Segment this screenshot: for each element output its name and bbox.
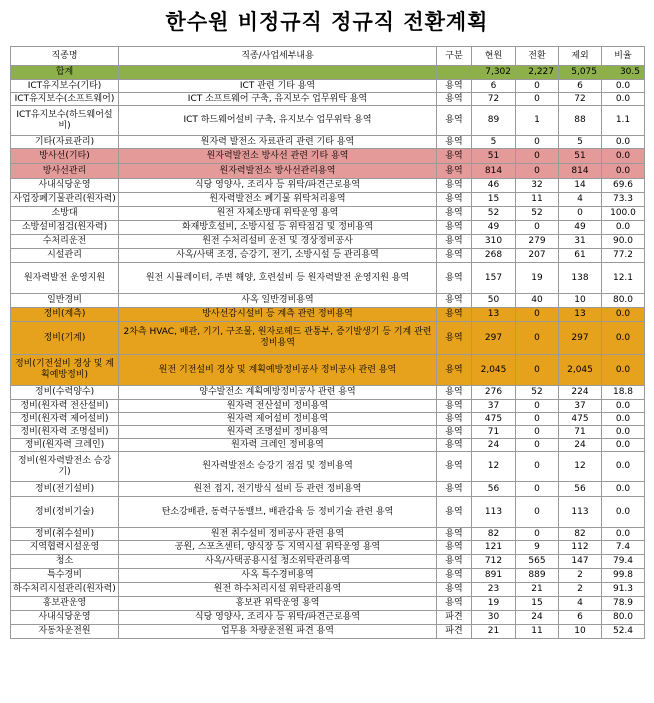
contract-type: 용역: [437, 164, 472, 179]
conversion-ratio: 1.1: [602, 106, 645, 136]
conversion-ratio: 73.3: [602, 193, 645, 207]
header-type: 구분: [437, 47, 472, 66]
job-detail: 원자력 제어설비 정비용역: [119, 413, 437, 426]
job-name: 시설관리: [11, 249, 119, 263]
table-row: [11, 164, 645, 179]
convert-count: 52: [516, 207, 559, 221]
contract-type: 용역: [437, 528, 472, 541]
job-detail: 원전 자체소방대 위탁운영 용역: [119, 207, 437, 221]
conversion-ratio: 91.3: [602, 583, 645, 597]
job-detail: ICT 관련 기타 용역: [119, 80, 437, 93]
job-detail: 식당 영양사, 조리사 등 위탁/파견근로용역: [119, 611, 437, 625]
conversion-ratio: 90.0: [602, 235, 645, 249]
contract-type: 용역: [437, 355, 472, 386]
contract-type: 용역: [437, 386, 472, 400]
job-name: 방사선관리: [11, 164, 119, 179]
table-row: [11, 294, 645, 308]
contract-type: 용역: [437, 308, 472, 322]
job-detail: 원자력발전소 방사선 관련 기타 용역: [119, 149, 437, 164]
job-name: 청소: [11, 555, 119, 569]
contract-type: 용역: [437, 207, 472, 221]
convert-count: 0: [516, 482, 559, 497]
contract-type: 용역: [437, 482, 472, 497]
job-name: 정비(수력양수): [11, 386, 119, 400]
conversion-ratio: 0.0: [602, 149, 645, 164]
exclude-count: 814: [559, 164, 602, 179]
conversion-ratio: 78.9: [602, 597, 645, 611]
table-row: [11, 355, 645, 386]
exclude-count: 12: [559, 452, 602, 482]
table-row: [11, 386, 645, 400]
convert-count: 0: [516, 426, 559, 439]
contract-type: 용역: [437, 93, 472, 106]
convert-count: 0: [516, 136, 559, 149]
page-title: 한수원 비정규직 정규직 전환계획: [165, 10, 489, 34]
current-count: 276: [472, 386, 516, 400]
table-row: [11, 80, 645, 93]
exclude-count: 10: [559, 625, 602, 639]
current-count: 51: [472, 149, 516, 164]
table-row: [11, 235, 645, 249]
convert-count: 889: [516, 569, 559, 583]
current-count: 475: [472, 413, 516, 426]
header-convert: 전환: [516, 47, 559, 66]
job-detail: 원전 접지, 전기방식 설비 등 관련 정비용역: [119, 482, 437, 497]
convert-count: 0: [516, 93, 559, 106]
exclude-count: 31: [559, 235, 602, 249]
contract-type: 용역: [437, 193, 472, 207]
conversion-ratio: 77.2: [602, 249, 645, 263]
current-count: 71: [472, 426, 516, 439]
total-detail: [119, 66, 437, 80]
exclude-count: 24: [559, 439, 602, 452]
exclude-count: 71: [559, 426, 602, 439]
convert-count: 0: [516, 355, 559, 386]
contract-type: 용역: [437, 263, 472, 294]
convert-count: 40: [516, 294, 559, 308]
contract-type: 용역: [437, 235, 472, 249]
table-row: [11, 263, 645, 294]
job-name: 사내식당운영: [11, 611, 119, 625]
current-count: 891: [472, 569, 516, 583]
job-name: ICT유지보수(하드웨어설비): [11, 106, 119, 136]
conversion-ratio: 0.0: [602, 80, 645, 93]
convert-count: 0: [516, 400, 559, 413]
current-count: 23: [472, 583, 516, 597]
conversion-ratio: 0.0: [602, 452, 645, 482]
convert-count: 0: [516, 439, 559, 452]
conversion-ratio: 12.1: [602, 263, 645, 294]
job-detail: 원전 취수설비 정비공사 관련 용역: [119, 528, 437, 541]
current-count: 15: [472, 193, 516, 207]
current-count: 21: [472, 625, 516, 639]
job-detail: 사옥/사택 조경, 승강기, 전기, 소방시설 등 관리용역: [119, 249, 437, 263]
convert-count: 0: [516, 164, 559, 179]
contract-type: 용역: [437, 555, 472, 569]
job-detail: 2차측 HVAC, 배관, 기기, 구조물, 원자로헤드 관통부, 증기발생기 등 기계 관련 정비용역: [119, 322, 437, 355]
conversion-ratio: 79.4: [602, 555, 645, 569]
job-name: 하수처리시설관리(원자력): [11, 583, 119, 597]
table-row: [11, 452, 645, 482]
contract-type: 용역: [437, 413, 472, 426]
header-exclude: 제외: [559, 47, 602, 66]
exclude-count: 13: [559, 308, 602, 322]
job-detail: 양수발전소 계획예방정비공사 관련 용역: [119, 386, 437, 400]
job-name: 정비(원자력발전소 승강기): [11, 452, 119, 482]
conversion-ratio: 69.6: [602, 179, 645, 193]
contract-type: 용역: [437, 221, 472, 235]
job-name: 사업장폐기물관리(원자력): [11, 193, 119, 207]
current-count: 19: [472, 597, 516, 611]
job-name: 자동차운전원: [11, 625, 119, 639]
table-row: [11, 136, 645, 149]
convert-count: 0: [516, 528, 559, 541]
contract-type: 용역: [437, 80, 472, 93]
contract-type: 용역: [437, 426, 472, 439]
exclude-count: 14: [559, 179, 602, 193]
conversion-ratio: 0.0: [602, 413, 645, 426]
contract-type: 파견: [437, 611, 472, 625]
table-row: [11, 497, 645, 528]
table-row: [11, 611, 645, 625]
job-name: 수처리운전: [11, 235, 119, 249]
job-detail: 원자력발전소 폐기물 위탁처리용역: [119, 193, 437, 207]
total-row: [11, 66, 645, 80]
conversion-ratio: 0.0: [602, 482, 645, 497]
exclude-count: 2,045: [559, 355, 602, 386]
contract-type: 용역: [437, 136, 472, 149]
table-row: [11, 528, 645, 541]
job-name: 정비(원자력 조명설비): [11, 426, 119, 439]
exclude-count: 61: [559, 249, 602, 263]
exclude-count: 2: [559, 569, 602, 583]
exclude-count: 224: [559, 386, 602, 400]
conversion-ratio: 0.0: [602, 308, 645, 322]
job-detail: 화재방호설비, 소방시설 등 위탁점검 및 정비용역: [119, 221, 437, 235]
exclude-count: 147: [559, 555, 602, 569]
job-name: ICT유지보수(기타): [11, 80, 119, 93]
job-detail: 원전 시뮬레이터, 주변 해양, 호련설비 등 원자력발전 운영지원 용역: [119, 263, 437, 294]
table-row: [11, 106, 645, 136]
exclude-count: 113: [559, 497, 602, 528]
total-ratio: 30.5: [602, 66, 645, 80]
contract-type: 용역: [437, 322, 472, 355]
job-detail: 원자력 크레인 정비용역: [119, 439, 437, 452]
exclude-count: 10: [559, 294, 602, 308]
contract-type: 용역: [437, 149, 472, 164]
job-detail: 사옥/사택공용시설 청소위탁관리용역: [119, 555, 437, 569]
contract-type: 용역: [437, 294, 472, 308]
exclude-count: 6: [559, 80, 602, 93]
job-detail: 원전 기전설비 경상 및 계획예방정비공사 정비공사 관련 용역: [119, 355, 437, 386]
table-row: [11, 569, 645, 583]
conversion-ratio: 0.0: [602, 400, 645, 413]
job-detail: 홍보관 위탁운영 용역: [119, 597, 437, 611]
contract-type: 용역: [437, 452, 472, 482]
job-name: 소방대: [11, 207, 119, 221]
current-count: 5: [472, 136, 516, 149]
current-count: 814: [472, 164, 516, 179]
job-name: 정비(원자력 제어설비): [11, 413, 119, 426]
conversion-ratio: 0.0: [602, 322, 645, 355]
current-count: 157: [472, 263, 516, 294]
conversion-ratio: 0.0: [602, 221, 645, 235]
current-count: 49: [472, 221, 516, 235]
job-name: 정비(계측): [11, 308, 119, 322]
job-name: 정비(정비기술): [11, 497, 119, 528]
convert-count: 0: [516, 413, 559, 426]
convert-count: 0: [516, 221, 559, 235]
exclude-count: 5: [559, 136, 602, 149]
total-label: 합계: [11, 66, 119, 80]
convert-count: 0: [516, 497, 559, 528]
job-name: 방사선(기타): [11, 149, 119, 164]
exclude-count: 6: [559, 611, 602, 625]
job-name: 정비(기계): [11, 322, 119, 355]
job-name: 정비(취수설비): [11, 528, 119, 541]
current-count: 56: [472, 482, 516, 497]
job-name: 홍보관운영: [11, 597, 119, 611]
table-row: [11, 221, 645, 235]
contract-type: 용역: [437, 597, 472, 611]
convert-count: 207: [516, 249, 559, 263]
job-detail: 사옥 일반경비용역: [119, 294, 437, 308]
convert-count: 279: [516, 235, 559, 249]
job-name: 정비(원자력 크레인): [11, 439, 119, 452]
job-name: 지역협력시설운영: [11, 541, 119, 555]
job-detail: 원자력 조명설비 정비용역: [119, 426, 437, 439]
exclude-count: 297: [559, 322, 602, 355]
contract-type: 용역: [437, 179, 472, 193]
convert-count: 21: [516, 583, 559, 597]
current-count: 13: [472, 308, 516, 322]
exclude-count: 49: [559, 221, 602, 235]
job-detail: 원자력 발전소 자료관리 관련 기타 용역: [119, 136, 437, 149]
conversion-ratio: 0.0: [602, 528, 645, 541]
conversion-ratio: 99.8: [602, 569, 645, 583]
exclude-count: 138: [559, 263, 602, 294]
current-count: 24: [472, 439, 516, 452]
job-detail: 사옥 특수경비용역: [119, 569, 437, 583]
contract-type: 용역: [437, 497, 472, 528]
current-count: 113: [472, 497, 516, 528]
convert-count: 0: [516, 322, 559, 355]
convert-count: 24: [516, 611, 559, 625]
table-row: [11, 308, 645, 322]
conversion-ratio: 0.0: [602, 355, 645, 386]
job-name: 소방설비점검(원자력): [11, 221, 119, 235]
conversion-ratio: 80.0: [602, 611, 645, 625]
header-ratio: 비율: [602, 47, 645, 66]
contract-type: 파견: [437, 625, 472, 639]
convert-count: 0: [516, 149, 559, 164]
current-count: 297: [472, 322, 516, 355]
convert-count: 0: [516, 452, 559, 482]
contract-type: 용역: [437, 106, 472, 136]
table-row: [11, 583, 645, 597]
current-count: 30: [472, 611, 516, 625]
table-row: [11, 413, 645, 426]
conversion-ratio: 0.0: [602, 93, 645, 106]
exclude-count: 37: [559, 400, 602, 413]
total-exclude: 5,075: [559, 66, 602, 80]
job-detail: 원자력 전산설비 정비용역: [119, 400, 437, 413]
job-detail: 원자력발전소 방사선관리용역: [119, 164, 437, 179]
current-count: 12: [472, 452, 516, 482]
exclude-count: 88: [559, 106, 602, 136]
header-job-name: 직종명: [11, 47, 119, 66]
current-count: 37: [472, 400, 516, 413]
job-detail: 방사선감시설비 등 계측 관련 정비용역: [119, 308, 437, 322]
exclude-count: 112: [559, 541, 602, 555]
table-row: [11, 597, 645, 611]
job-detail: 원전 수처리설비 운전 및 경상정비공사: [119, 235, 437, 249]
table-row: [11, 322, 645, 355]
contract-type: 용역: [437, 400, 472, 413]
convert-count: 52: [516, 386, 559, 400]
current-count: 82: [472, 528, 516, 541]
exclude-count: 51: [559, 149, 602, 164]
header-job-detail: 직종/사업세부내용: [119, 47, 437, 66]
contract-type: 용역: [437, 583, 472, 597]
conversion-ratio: 0.0: [602, 497, 645, 528]
job-detail: 탄소강배관, 동력구동밸브, 배관감육 등 정비기술 관련 용역: [119, 497, 437, 528]
contract-type: 용역: [437, 439, 472, 452]
current-count: 6: [472, 80, 516, 93]
exclude-count: 82: [559, 528, 602, 541]
job-detail: 업무용 차량운전원 파견 용역: [119, 625, 437, 639]
job-name: ICT유지보수(소프트웨어): [11, 93, 119, 106]
exclude-count: 72: [559, 93, 602, 106]
convert-count: 19: [516, 263, 559, 294]
exclude-count: 56: [559, 482, 602, 497]
convert-count: 9: [516, 541, 559, 555]
current-count: 121: [472, 541, 516, 555]
current-count: 268: [472, 249, 516, 263]
job-detail: 식당 영양사, 조리사 등 위탁/파견근로용역: [119, 179, 437, 193]
conversion-ratio: 0.0: [602, 439, 645, 452]
job-detail: 원전 하수처리시설 위탁관리용역: [119, 583, 437, 597]
exclude-count: 4: [559, 193, 602, 207]
current-count: 52: [472, 207, 516, 221]
contract-type: 용역: [437, 541, 472, 555]
job-name: 일반경비: [11, 294, 119, 308]
job-detail: 원자력발전소 승강기 점검 및 정비용역: [119, 452, 437, 482]
job-detail: 공원, 스포츠센터, 양식장 등 지역시설 위탁운영 용역: [119, 541, 437, 555]
exclude-count: 0: [559, 207, 602, 221]
conversion-ratio: 18.8: [602, 386, 645, 400]
table-row: [11, 439, 645, 452]
table-row: [11, 541, 645, 555]
table-row: [11, 555, 645, 569]
table-row: [11, 193, 645, 207]
conversion-ratio: 0.0: [602, 426, 645, 439]
current-count: 712: [472, 555, 516, 569]
conversion-ratio: 7.4: [602, 541, 645, 555]
convert-count: 11: [516, 193, 559, 207]
current-count: 89: [472, 106, 516, 136]
conversion-ratio: 52.4: [602, 625, 645, 639]
job-name: 정비(기전설비 경상 및 계획예방정비): [11, 355, 119, 386]
contract-type: 용역: [437, 249, 472, 263]
job-detail: ICT 하드웨어설비 구축, 유지보수 업무위탁 용역: [119, 106, 437, 136]
job-name: 원자력발전 운영지원: [11, 263, 119, 294]
header-current: 현원: [472, 47, 516, 66]
current-count: 46: [472, 179, 516, 193]
convert-count: 15: [516, 597, 559, 611]
job-name: 특수경비: [11, 569, 119, 583]
convert-count: 0: [516, 308, 559, 322]
total-convert: 2,227: [516, 66, 559, 80]
job-name: 정비(원자력 전산설비): [11, 400, 119, 413]
job-detail: ICT 소프트웨어 구축, 유지보수 업무위탁 용역: [119, 93, 437, 106]
convert-count: 0: [516, 80, 559, 93]
convert-count: 565: [516, 555, 559, 569]
conversion-ratio: 0.0: [602, 136, 645, 149]
total-type: [437, 66, 472, 80]
header-row: [11, 47, 645, 66]
conversion-ratio: 100.0: [602, 207, 645, 221]
table-row: [11, 249, 645, 263]
job-name: 기타(자료관리): [11, 136, 119, 149]
table-row: [11, 625, 645, 639]
table-row: [11, 482, 645, 497]
current-count: 310: [472, 235, 516, 249]
table-row: [11, 179, 645, 193]
current-count: 50: [472, 294, 516, 308]
conversion-table: [10, 46, 645, 639]
exclude-count: 2: [559, 583, 602, 597]
convert-count: 11: [516, 625, 559, 639]
current-count: 2,045: [472, 355, 516, 386]
conversion-ratio: 0.0: [602, 164, 645, 179]
table-row: [11, 149, 645, 164]
conversion-ratio: 80.0: [602, 294, 645, 308]
current-count: 72: [472, 93, 516, 106]
table-row: [11, 207, 645, 221]
exclude-count: 475: [559, 413, 602, 426]
total-current: 7,302: [472, 66, 516, 80]
job-name: 사내식당운영: [11, 179, 119, 193]
contract-type: 용역: [437, 569, 472, 583]
job-name: 정비(전기설비): [11, 482, 119, 497]
exclude-count: 4: [559, 597, 602, 611]
convert-count: 32: [516, 179, 559, 193]
table-row: [11, 426, 645, 439]
table-row: [11, 93, 645, 106]
table-row: [11, 400, 645, 413]
convert-count: 1: [516, 106, 559, 136]
